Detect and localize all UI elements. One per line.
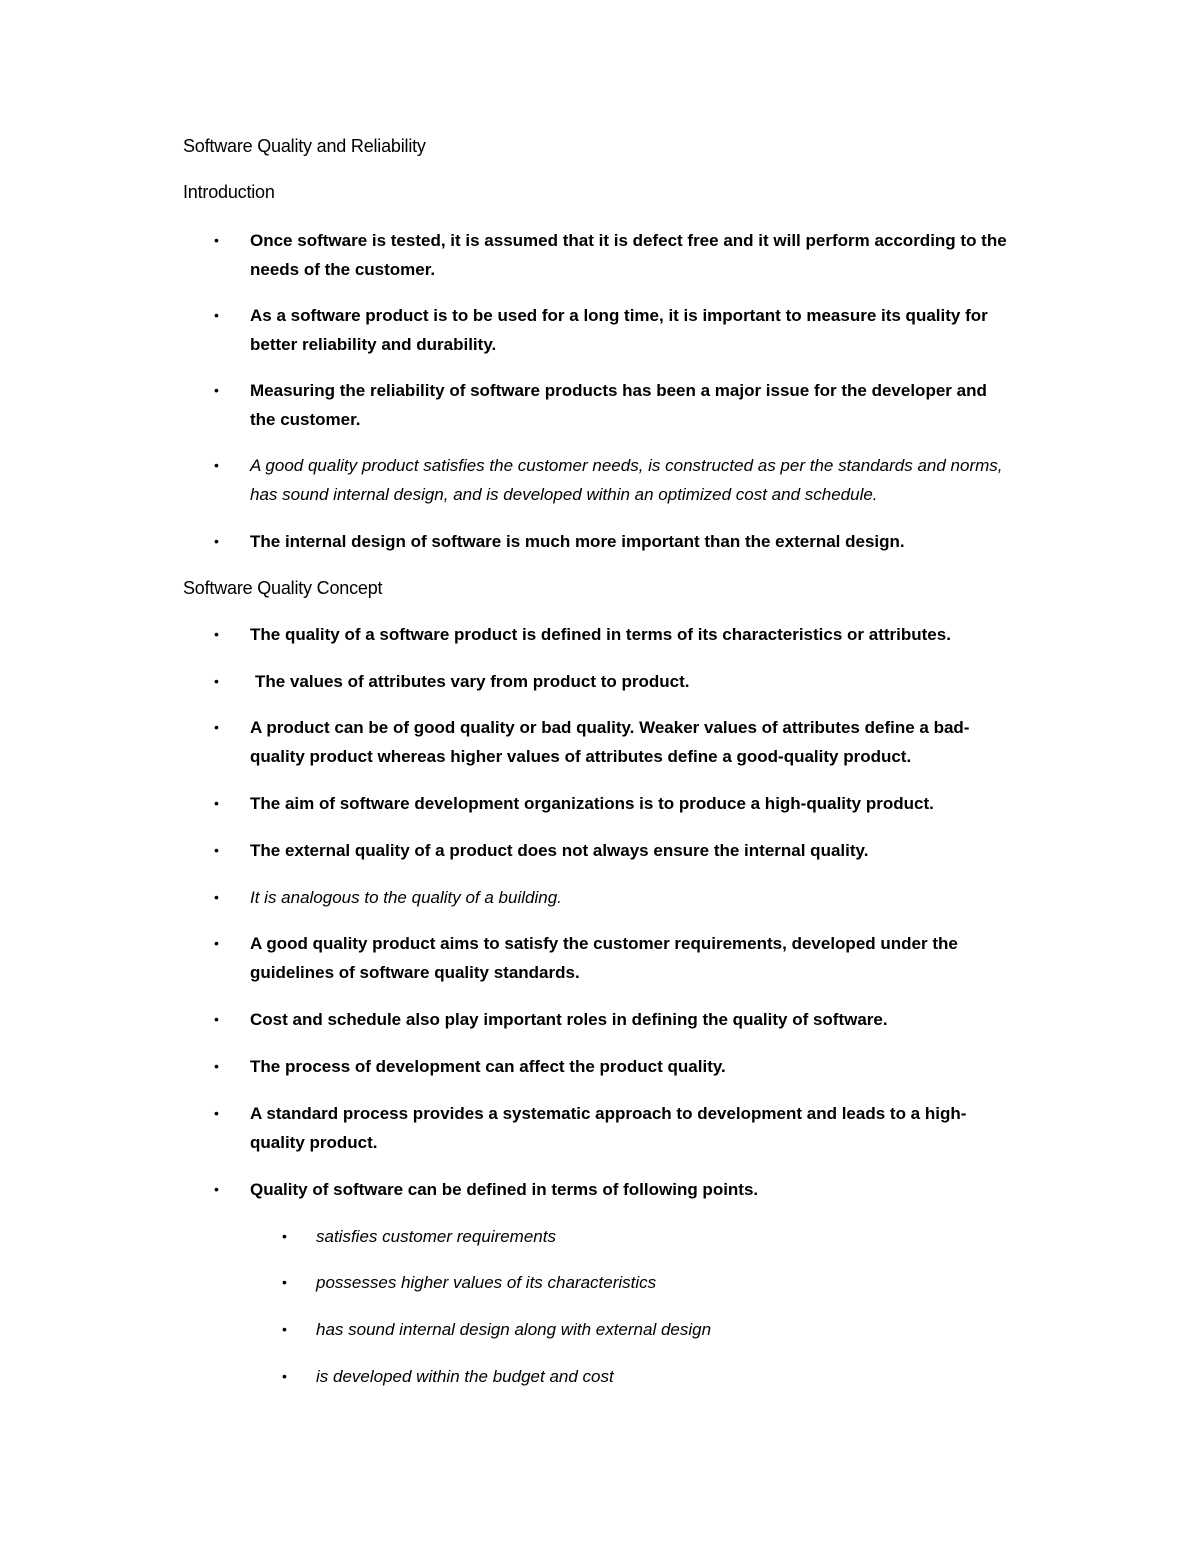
list-item-text: It is analogous to the quality of a building. bbox=[250, 888, 562, 907]
list-item-text: As a software product is to be used for a long time, it is important to measure its quality for better reliability and durability. bbox=[250, 306, 988, 354]
list-item-text: The aim of software development organizations is to produce a high-quality product. bbox=[250, 794, 934, 813]
bullet-icon: • bbox=[214, 533, 219, 549]
list-item-text: The quality of a software product is defined in terms of its characteristics or attributes. bbox=[250, 625, 951, 644]
list-item bbox=[214, 301, 1014, 359]
list-item-text: The external quality of a product does not always ensure the internal quality. bbox=[250, 841, 869, 860]
sub-list-item-text: possesses higher values of its characteristics bbox=[316, 1273, 657, 1292]
list-item-text: Measuring the reliability of software products has been a major issue for the developer and the customer. bbox=[250, 381, 987, 429]
bullet-icon: • bbox=[214, 1011, 219, 1027]
list-item-text: Cost and schedule also play important roles in defining the quality of software. bbox=[250, 1010, 888, 1029]
bullet-icon: • bbox=[214, 307, 219, 323]
list-item-text: A good quality product satisfies the customer needs, is constructed as per the standards and norms, has sound internal design, and is developed within an optimized cost and schedule. bbox=[250, 456, 1003, 504]
sub-list-item-text: satisfies customer requirements bbox=[316, 1227, 556, 1246]
list-item-text: Quality of software can be defined in terms of following points. bbox=[250, 1180, 759, 1199]
section-heading-quality-concept: Software Quality Concept bbox=[183, 578, 383, 598]
bullet-icon: • bbox=[282, 1368, 287, 1384]
bullet-icon: • bbox=[214, 382, 219, 398]
list-item bbox=[214, 667, 1014, 696]
list-item bbox=[214, 836, 1014, 865]
bullet-icon: • bbox=[214, 626, 219, 642]
list-item bbox=[214, 883, 1014, 912]
bullet-icon: • bbox=[282, 1321, 287, 1337]
list-item bbox=[214, 376, 1014, 434]
list-item bbox=[214, 929, 1014, 987]
bullet-icon: • bbox=[282, 1274, 287, 1290]
bullet-icon: • bbox=[214, 1105, 219, 1121]
list-item-text: The values of attributes vary from product to product. bbox=[255, 672, 690, 691]
list-item bbox=[214, 226, 1014, 284]
list-item-text: A good quality product aims to satisfy the customer requirements, developed under the guidelines of software quality standards. bbox=[250, 934, 958, 982]
list-item-text: A standard process provides a systematic approach to development and leads to a high-quality product. bbox=[250, 1104, 967, 1152]
list-item-text: The internal design of software is much more important than the external design. bbox=[250, 532, 905, 551]
bullet-icon: • bbox=[214, 842, 219, 858]
list-item-text: Once software is tested, it is assumed that it is defect free and it will perform according to the needs of the customer. bbox=[250, 231, 1007, 279]
list-item bbox=[214, 620, 1014, 649]
list-item bbox=[214, 451, 1014, 509]
list-item bbox=[214, 1175, 1014, 1204]
bullet-icon: • bbox=[214, 1058, 219, 1074]
bullet-icon: • bbox=[214, 673, 219, 689]
bullet-icon: • bbox=[282, 1228, 287, 1244]
bullet-icon: • bbox=[214, 935, 219, 951]
sub-list-item-text: is developed within the budget and cost bbox=[316, 1367, 614, 1386]
bullet-icon: • bbox=[214, 719, 219, 735]
sub-list-item bbox=[282, 1268, 1002, 1297]
list-item bbox=[214, 713, 1014, 771]
bullet-icon: • bbox=[214, 889, 219, 905]
list-item bbox=[214, 1099, 1014, 1157]
list-item bbox=[214, 1005, 1014, 1034]
bullet-icon: • bbox=[214, 232, 219, 248]
bullet-icon: • bbox=[214, 1181, 219, 1197]
sub-list-item bbox=[282, 1315, 1002, 1344]
sub-list-item bbox=[282, 1362, 1002, 1391]
list-item-text: A product can be of good quality or bad quality. Weaker values of attributes define a bad-quality product whereas higher values of attributes define a good-quality product. bbox=[250, 718, 970, 766]
sub-list-item bbox=[282, 1222, 1002, 1251]
list-item bbox=[214, 1052, 1014, 1081]
bullet-icon: • bbox=[214, 457, 219, 473]
list-item bbox=[214, 527, 1014, 556]
sub-list-item-text: has sound internal design along with external design bbox=[316, 1320, 712, 1339]
document-title: Software Quality and Reliability bbox=[183, 136, 426, 156]
bullet-icon: • bbox=[214, 795, 219, 811]
list-item-text: The process of development can affect the product quality. bbox=[250, 1057, 726, 1076]
list-item bbox=[214, 789, 1014, 818]
section-heading-introduction: Introduction bbox=[183, 182, 275, 202]
